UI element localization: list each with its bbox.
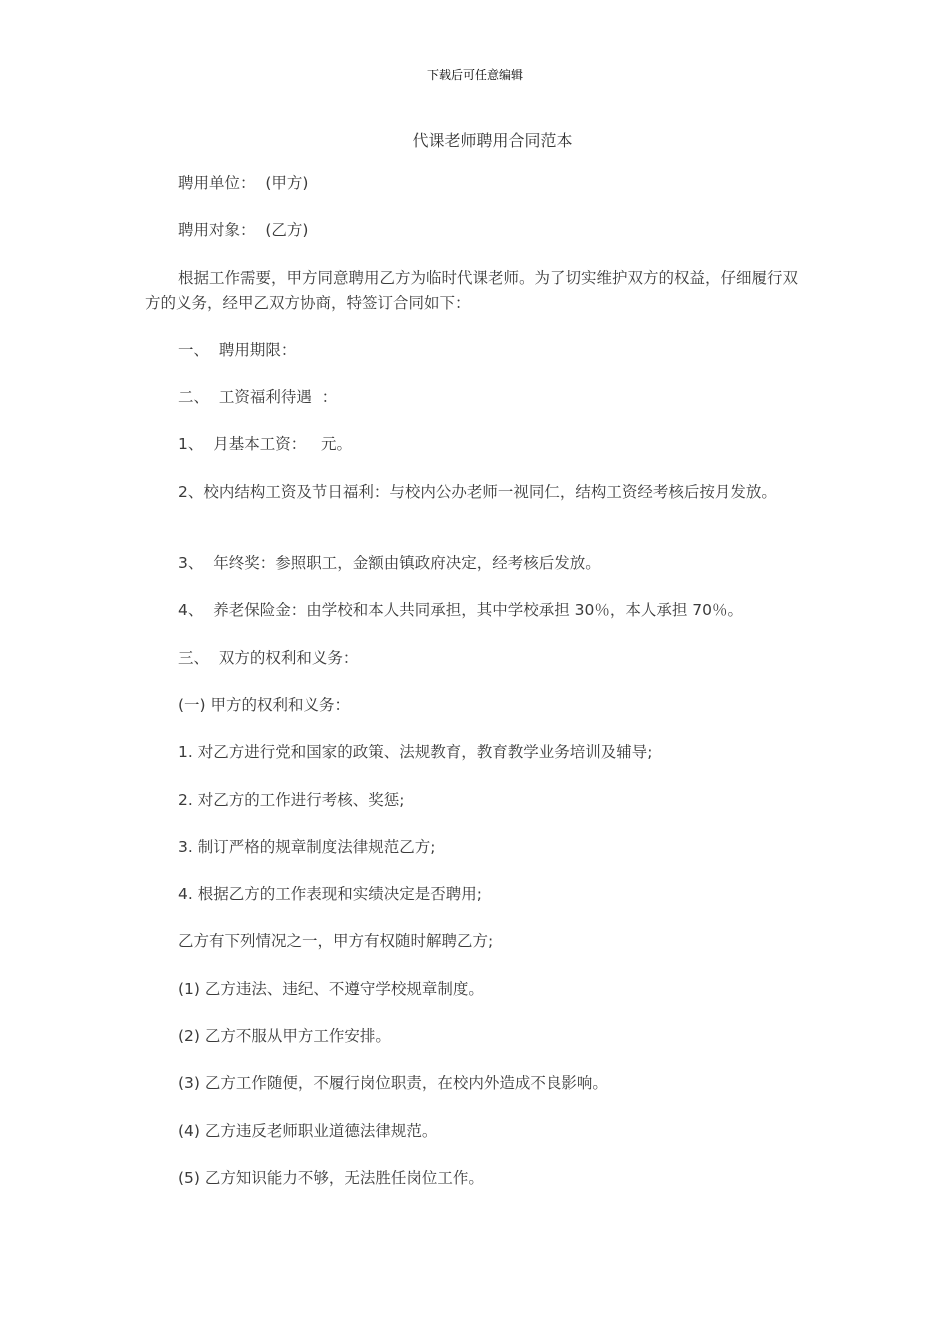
dismissal-item-2: (2) 乙方不服从甲方工作安排。 [178, 1027, 391, 1045]
document-title: 代课老师聘用合同范本 [412, 131, 573, 150]
dismissal-intro: 乙方有下列情况之一，甲方有权随时解聘乙方; [178, 932, 494, 950]
section-salary: 二、 工资福利待遇 ： [178, 388, 338, 406]
party-a-item-3: 3. 制订严格的规章制度法律规范乙方; [178, 838, 436, 856]
party-a-item-1: 1. 对乙方进行党和国家的政策、法规教育，教育教学业务培训及辅导; [178, 743, 653, 761]
dismissal-item-1: (1) 乙方违法、违纪、不遵守学校规章制度。 [178, 980, 484, 998]
salary-item-1: 1、 月基本工资： 元。 [178, 435, 352, 453]
salary-item-3: 3、 年终奖：参照职工，金额由镇政府决定，经考核后发放。 [178, 554, 601, 572]
party-a-heading: (一) 甲方的权利和义务： [178, 696, 351, 714]
party-a-item-4: 4. 根据乙方的工作表现和实绩决定是否聘用; [178, 885, 482, 903]
salary-item-4: 4、 养老保险金：由学校和本人共同承担，其中学校承担 30％，本人承担 70％。 [178, 601, 744, 619]
section-term: 一、 聘用期限： [178, 341, 297, 359]
header-note: 下载后可任意编辑 [426, 68, 523, 82]
paragraph-employee: 聘用对象： (乙方) [178, 221, 309, 239]
dismissal-item-3: (3) 乙方工作随便，不履行岗位职责，在校内外造成不良影响。 [178, 1074, 608, 1092]
party-a-item-2: 2. 对乙方的工作进行考核、奖惩; [178, 791, 405, 809]
section-rights: 三、 双方的权利和义务： [178, 649, 359, 667]
dismissal-item-4: (4) 乙方违反老师职业道德法律规范。 [178, 1122, 438, 1140]
dismissal-item-5: (5) 乙方知识能力不够，无法胜任岗位工作。 [178, 1169, 484, 1187]
paragraph-employer: 聘用单位： (甲方) [178, 174, 309, 192]
salary-item-2: 2、校内结构工资及节日福利：与校内公办老师一视同仁，结构工资经考核后按月发放。 [178, 483, 777, 501]
paragraph-intro: 根据工作需要，甲方同意聘用乙方为临时代课老师。为了切实维护双方的权益，仔细履行双方的义务，经甲乙双方协商，特签订合同如下： [145, 269, 799, 312]
